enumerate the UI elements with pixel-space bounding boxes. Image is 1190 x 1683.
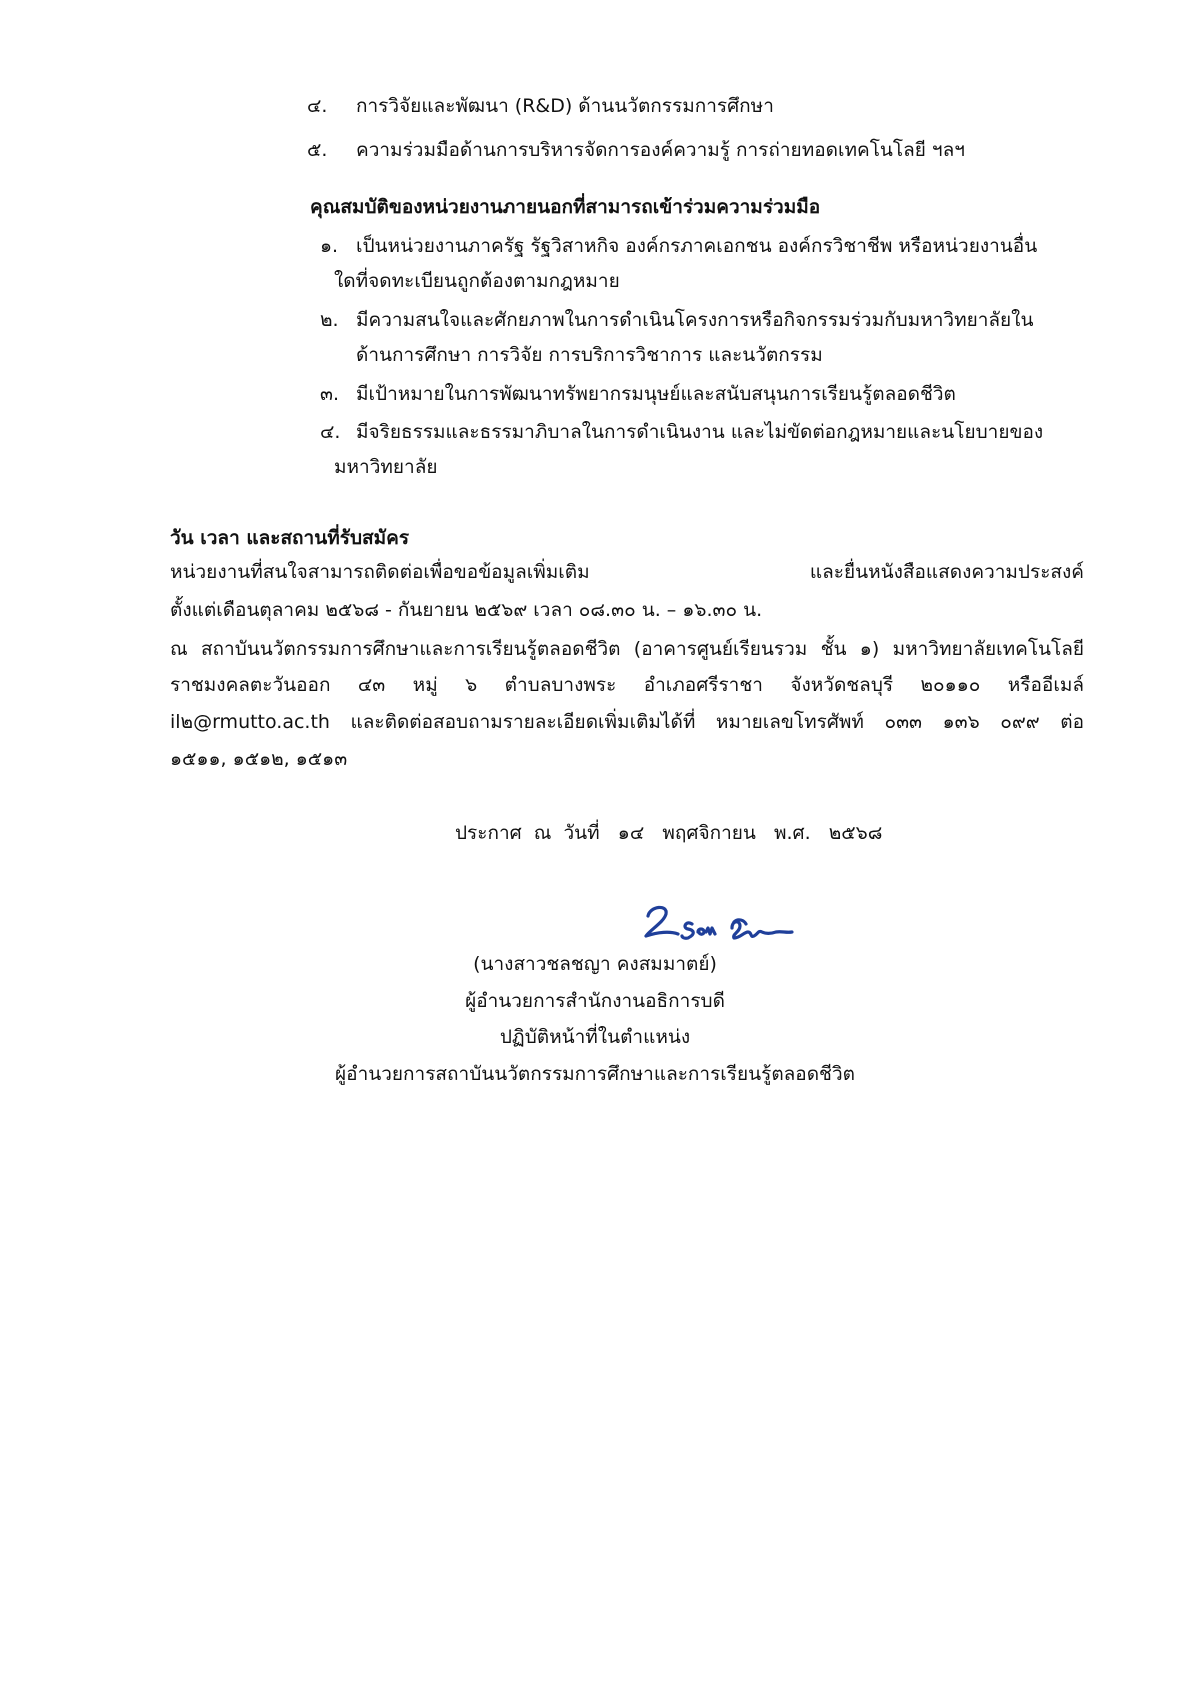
qualification-number: ๓. (320, 383, 340, 405)
application-line: ราชมงคลตะวันออก ๔๓ หมู่ ๖ ตำบลบางพระ อำเภอศรีราชา จังหวัดชลบุรี ๒๐๑๑๐ หรืออีเมล์ (170, 674, 1084, 696)
qualification-text: มีเป้าหมายในการพัฒนาทรัพยากรมนุษย์และสนับสนุนการเรียนรู้ตลอดชีวิต (356, 383, 956, 405)
qualification-number: ๔. (320, 421, 341, 443)
application-line: ณ สถาบันนวัตกรรมการศึกษาและการเรียนรู้ตลอดชีวิต (อาคารศูนย์เรียนรวม ชั้น ๑) มหาวิทยาลัยเทคโนโลยี (170, 638, 1084, 660)
list-item-text: ความร่วมมือด้านการบริหารจัดการองค์ความรู้ การถ่ายทอดเทคโนโลยี ฯลฯ (356, 139, 965, 161)
application-line: ๑๕๑๑, ๑๕๑๒, ๑๕๑๓ (170, 748, 348, 770)
signature-image (636, 898, 806, 946)
list-item-number: ๔. (307, 95, 328, 117)
qualifications-heading: คุณสมบัติของหน่วยงานภายนอกที่สามารถเข้าร่วมความร่วมมือ (310, 196, 821, 218)
announcement-date: ประกาศ ณ วันที่ ๑๔ พฤศจิกายน พ.ศ. ๒๕๖๘ (455, 822, 883, 844)
qualification-number: ๑. (320, 235, 339, 257)
list-item-number: ๕. (307, 139, 328, 161)
application-line: il๒@rmutto.ac.th และติดต่อสอบถามรายละเอียดเพิ่มเติมได้ที่ หมายเลขโทรศัพท์ ๐๓๓ ๑๓๖ ๐๙๙ ต่อ (170, 711, 1084, 733)
list-item-text: การวิจัยและพัฒนา (R&D) ด้านนวัตกรรมการศึกษา (356, 95, 774, 117)
signatory-acting-position: ผู้อำนวยการสถาบันนวัตกรรมการศึกษาและการเรียนรู้ตลอดชีวิต (335, 1063, 855, 1085)
application-line: ตั้งแต่เดือนตุลาคม ๒๕๖๘ - กันยายน ๒๕๖๙ เวลา ๐๘.๓๐ น. – ๑๖.๓๐ น. (170, 599, 763, 621)
signatory-position: ผู้อำนวยการสำนักงานอธิการบดี (465, 990, 725, 1012)
qualification-text: มีจริยธรรมและธรรมาภิบาลในการดำเนินงาน และไม่ขัดต่อกฎหมายและนโยบายของ (356, 421, 1044, 443)
qualification-text-cont: ใดที่จดทะเบียนถูกต้องตามกฎหมาย (334, 270, 620, 292)
application-heading: วัน เวลา และสถานที่รับสมัคร (170, 527, 410, 549)
signatory-acting: ปฏิบัติหน้าที่ในตำแหน่ง (499, 1026, 691, 1048)
qualification-text-cont: ด้านการศึกษา การวิจัย การบริการวิชาการ และนวัตกรรม (356, 344, 823, 366)
qualification-text: เป็นหน่วยงานภาครัฐ รัฐวิสาหกิจ องค์กรภาคเอกชน องค์กรวิชาชีพ หรือหน่วยงานอื่น (356, 235, 1038, 257)
application-line: หน่วยงานที่สนใจสามารถติดต่อเพื่อขอข้อมูลเพิ่มเติม และยื่นหนังสือแสดงความประสงค์ (170, 561, 1084, 583)
qualification-text: มีความสนใจและศักยภาพในการดำเนินโครงการหรือกิจกรรมร่วมกับมหาวิทยาลัยใน (356, 309, 1034, 331)
signatory-name: (นางสาวชลชญา คงสมมาตย์) (473, 953, 717, 975)
qualification-text-cont: มหาวิทยาลัย (334, 456, 438, 478)
qualification-number: ๒. (320, 309, 339, 331)
